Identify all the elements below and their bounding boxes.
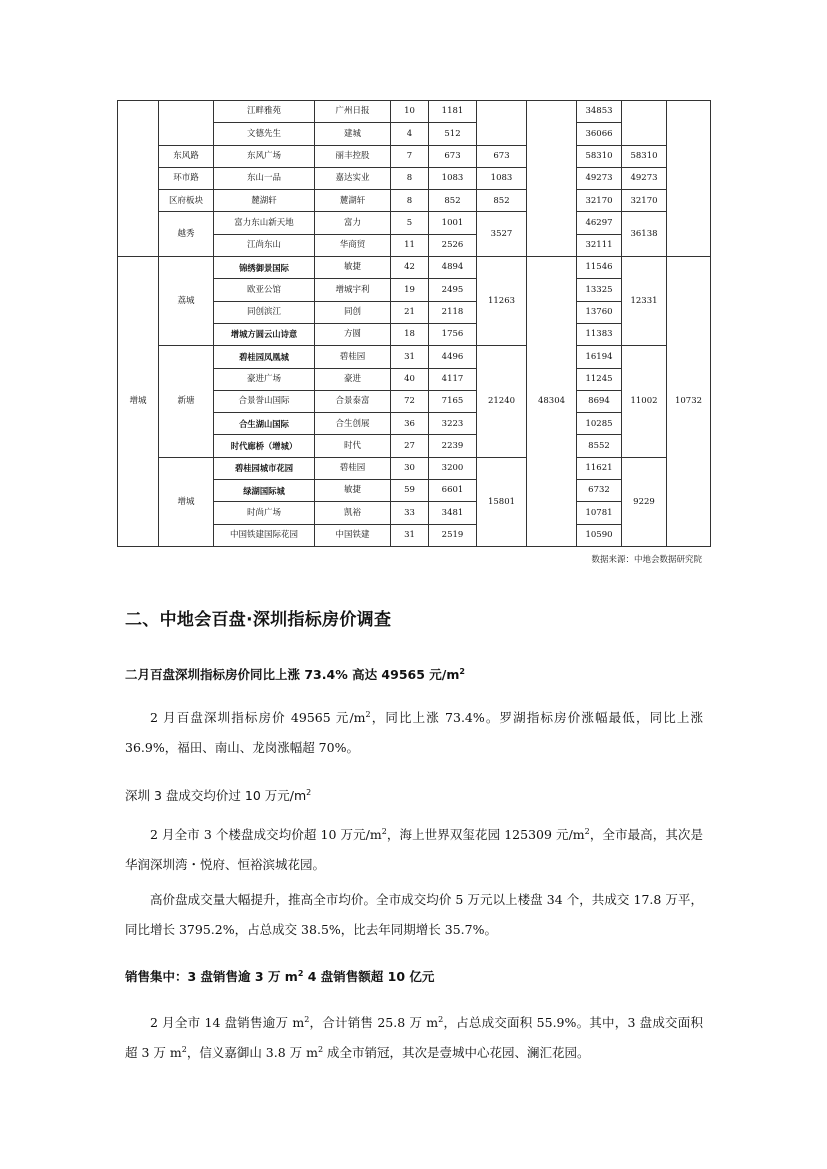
- table-cell: 11546: [577, 257, 622, 279]
- table-cell: 时尚广场: [214, 502, 315, 524]
- table-cell: 8: [391, 190, 429, 212]
- superscript: 2: [181, 1044, 187, 1054]
- table-cell: 富力: [315, 212, 391, 234]
- table-cell: 丽丰控股: [315, 145, 391, 167]
- paragraph-text: ，占总成交面积 55.9%。其中，3 盘成交面积超 3 万 m: [125, 1015, 703, 1060]
- table-cell: 11263: [477, 257, 527, 346]
- table-cell: 增城方圆云山诗意: [214, 323, 315, 345]
- paragraph-index-price: [125, 703, 703, 763]
- paragraph-text: 成全市销冠，其次是壹城中心花园、澜汇花园。: [323, 1045, 590, 1060]
- table-cell: 10590: [577, 524, 622, 546]
- sales-table-container: [117, 100, 710, 548]
- table-cell: 敏捷: [315, 480, 391, 502]
- table-cell: 富力东山新天地: [214, 212, 315, 234]
- table-cell: 合生创展: [315, 413, 391, 435]
- paragraph-sales-concentration: [125, 1008, 703, 1068]
- table-cell: 11: [391, 234, 429, 256]
- table-cell: 3481: [429, 502, 477, 524]
- table-cell: 49273: [577, 167, 622, 189]
- paragraph-text: 2 月全市 14 盘销售逾万 m: [150, 1015, 305, 1030]
- table-cell: 嘉达实业: [315, 167, 391, 189]
- table-cell: 21: [391, 301, 429, 323]
- table-cell: 东风广场: [214, 145, 315, 167]
- table-cell: 9229: [622, 457, 667, 546]
- table-cell: 麓湖轩: [214, 190, 315, 212]
- table-cell: 1756: [429, 323, 477, 345]
- section-heading: 二、中地会百盘·深圳指标房价调查: [125, 610, 392, 630]
- table-cell: 1181: [429, 101, 477, 123]
- table-cell: 合生湖山国际: [214, 413, 315, 435]
- paragraph-text: 2 月百盘深圳指标房价 49565 元/m: [150, 710, 366, 725]
- subheading-top-price: [125, 786, 311, 804]
- table-cell: 增城: [118, 257, 159, 547]
- table-cell: 11383: [577, 323, 622, 345]
- table-cell: 环市路: [159, 167, 214, 189]
- table-cell: 34853: [577, 101, 622, 123]
- table-cell: 11002: [622, 346, 667, 457]
- table-cell: 时代廊桥（增城）: [214, 435, 315, 457]
- table-cell: 碧桂园城市花园: [214, 457, 315, 479]
- paragraph-text: ，同比上涨 73.4%。罗湖指标房价涨幅最低，同比上涨 36.9%，福田、南山、龙岗涨幅超 70%。: [125, 710, 703, 755]
- table-cell: 碧桂园凤凰城: [214, 346, 315, 368]
- table-cell: 15801: [477, 457, 527, 546]
- table-cell: 文德先生: [214, 123, 315, 145]
- subheading-text: 4 盘销售额超 10 亿元: [303, 969, 435, 984]
- table-cell: 3527: [477, 212, 527, 257]
- superscript: 2: [584, 826, 590, 836]
- table-cell: 1001: [429, 212, 477, 234]
- superscript: 2: [381, 826, 387, 836]
- table-cell: 7: [391, 145, 429, 167]
- table-cell: 59: [391, 480, 429, 502]
- table-cell: 48304: [527, 257, 577, 547]
- table-cell: 36138: [622, 212, 667, 257]
- table-cell: 33: [391, 502, 429, 524]
- table-cell: 新塘: [159, 346, 214, 457]
- table-cell: 豪进广场: [214, 368, 315, 390]
- table-cell: 增城宇利: [315, 279, 391, 301]
- sales-table: [117, 100, 711, 547]
- subheading-index-price: [125, 665, 465, 683]
- table-row: [118, 257, 711, 279]
- table-cell: 852: [477, 190, 527, 212]
- table-row: [118, 346, 711, 368]
- table-cell: [159, 101, 214, 146]
- table-cell: 21240: [477, 346, 527, 457]
- table-cell: 36066: [577, 123, 622, 145]
- table-cell: 越秀: [159, 212, 214, 257]
- table-cell: 12331: [622, 257, 667, 346]
- subheading-text: 销售集中：3 盘销售逾 3 万 m: [125, 969, 298, 984]
- table-cell: 4894: [429, 257, 477, 279]
- table-cell: 合景泰富: [315, 390, 391, 412]
- table-cell: 凯裕: [315, 502, 391, 524]
- table-cell: 512: [429, 123, 477, 145]
- table-cell: 31: [391, 346, 429, 368]
- paragraph-text: ，海上世界双玺花园 125309 元/m: [386, 827, 585, 842]
- table-cell: 16194: [577, 346, 622, 368]
- table-cell: 6732: [577, 480, 622, 502]
- table-cell: 10781: [577, 502, 622, 524]
- table-row: [118, 167, 711, 189]
- table-cell: 3223: [429, 413, 477, 435]
- table-cell: 敏捷: [315, 257, 391, 279]
- table-cell: 32111: [577, 234, 622, 256]
- table-cell: 32170: [622, 190, 667, 212]
- table-cell: 4117: [429, 368, 477, 390]
- table-cell: 合景誉山国际: [214, 390, 315, 412]
- paragraph-text: ，信义嘉御山 3.8 万 m: [186, 1045, 318, 1060]
- table-cell: 6601: [429, 480, 477, 502]
- paragraph-high-price-volume: 高价盘成交量大幅提升，推高全市均价。全市成交均价 5 万元以上楼盘 34 个，共成交 17.8 万平，同比增长 3795.2%，占总成交 38.5%，比去年同期增长 35.7%。: [125, 892, 703, 937]
- table-cell: 江畔雅苑: [214, 101, 315, 123]
- paragraph-top-price: [125, 820, 703, 880]
- paragraph-text: ，合计销售 25.8 万 m: [309, 1015, 439, 1030]
- table-cell: 中国铁建国际花园: [214, 524, 315, 546]
- table-cell: 13325: [577, 279, 622, 301]
- table-cell: 30: [391, 457, 429, 479]
- table-row: [118, 190, 711, 212]
- table-cell: 10: [391, 101, 429, 123]
- superscript: 2: [365, 709, 371, 719]
- table-cell: 荔城: [159, 257, 214, 346]
- table-cell: 江尚东山: [214, 234, 315, 256]
- table-cell: 27: [391, 435, 429, 457]
- table-cell: [118, 101, 159, 257]
- superscript: 2: [459, 666, 465, 676]
- table-cell: 32170: [577, 190, 622, 212]
- subheading-sales-concentration: [125, 967, 434, 985]
- table-cell: 72: [391, 390, 429, 412]
- table-cell: 2526: [429, 234, 477, 256]
- table-cell: 49273: [622, 167, 667, 189]
- table-cell: 碧桂园: [315, 346, 391, 368]
- table-cell: 58310: [622, 145, 667, 167]
- table-cell: 方圆: [315, 323, 391, 345]
- subheading-text: 二月百盘深圳指标房价同比上涨 73.4% 高达 49565 元/m: [125, 667, 460, 682]
- table-row: [118, 101, 711, 123]
- table-cell: 2519: [429, 524, 477, 546]
- table-cell: 31: [391, 524, 429, 546]
- table-cell: 同创滨江: [214, 301, 315, 323]
- table-cell: 豪进: [315, 368, 391, 390]
- superscript: 2: [304, 1014, 310, 1024]
- table-cell: 11245: [577, 368, 622, 390]
- table-row: [118, 212, 711, 234]
- table-cell: 18: [391, 323, 429, 345]
- superscript: 2: [306, 787, 312, 797]
- table-cell: 852: [429, 190, 477, 212]
- table-cell: [667, 101, 711, 257]
- table-cell: 东山一品: [214, 167, 315, 189]
- table-cell: 锦绣御景国际: [214, 257, 315, 279]
- table-cell: 5: [391, 212, 429, 234]
- table-cell: 区府板块: [159, 190, 214, 212]
- table-cell: 东风路: [159, 145, 214, 167]
- table-cell: 8: [391, 167, 429, 189]
- table-cell: 10285: [577, 413, 622, 435]
- table-cell: 46297: [577, 212, 622, 234]
- table-cell: 7165: [429, 390, 477, 412]
- superscript: 2: [317, 1044, 324, 1054]
- table-row: [118, 145, 711, 167]
- superscript: 2: [438, 1014, 444, 1024]
- table-cell: 36: [391, 413, 429, 435]
- table-cell: 中国铁建: [315, 524, 391, 546]
- table-cell: 2239: [429, 435, 477, 457]
- table-cell: 增城: [159, 457, 214, 546]
- table-cell: 碧桂园: [315, 457, 391, 479]
- table-cell: [527, 101, 577, 257]
- table-cell: 2118: [429, 301, 477, 323]
- table-cell: 42: [391, 257, 429, 279]
- table-cell: 3200: [429, 457, 477, 479]
- table-cell: 1083: [477, 167, 527, 189]
- paragraph-text: ，全市最高，其次是华润深圳湾・悦府、恒裕滨城花园。: [125, 827, 703, 872]
- table-cell: 11621: [577, 457, 622, 479]
- table-cell: 2495: [429, 279, 477, 301]
- table-cell: 时代: [315, 435, 391, 457]
- table-cell: 8694: [577, 390, 622, 412]
- table-cell: 欧亚公馆: [214, 279, 315, 301]
- table-cell: 8552: [577, 435, 622, 457]
- table-cell: 673: [429, 145, 477, 167]
- table-cell: 1083: [429, 167, 477, 189]
- data-source-note: 数据来源：中地会数据研究院: [591, 555, 702, 565]
- table-cell: 673: [477, 145, 527, 167]
- table-cell: [622, 101, 667, 146]
- table-cell: 绿湖国际城: [214, 480, 315, 502]
- table-cell: 建城: [315, 123, 391, 145]
- subheading-text: 深圳 3 盘成交均价过 10 万元/m: [125, 788, 307, 803]
- table-cell: 4496: [429, 346, 477, 368]
- table-cell: 同创: [315, 301, 391, 323]
- table-cell: 40: [391, 368, 429, 390]
- table-cell: 麓湖轩: [315, 190, 391, 212]
- table-cell: 58310: [577, 145, 622, 167]
- table-cell: 13760: [577, 301, 622, 323]
- table-cell: 10732: [667, 257, 711, 547]
- table-cell: 4: [391, 123, 429, 145]
- superscript: 2: [297, 968, 304, 978]
- table-cell: 19: [391, 279, 429, 301]
- paragraph-text: 2 月全市 3 个楼盘成交均价超 10 万元/m: [150, 827, 382, 842]
- table-row: [118, 457, 711, 479]
- table-cell: 广州日报: [315, 101, 391, 123]
- table-cell: 华商贸: [315, 234, 391, 256]
- table-cell: [477, 101, 527, 146]
